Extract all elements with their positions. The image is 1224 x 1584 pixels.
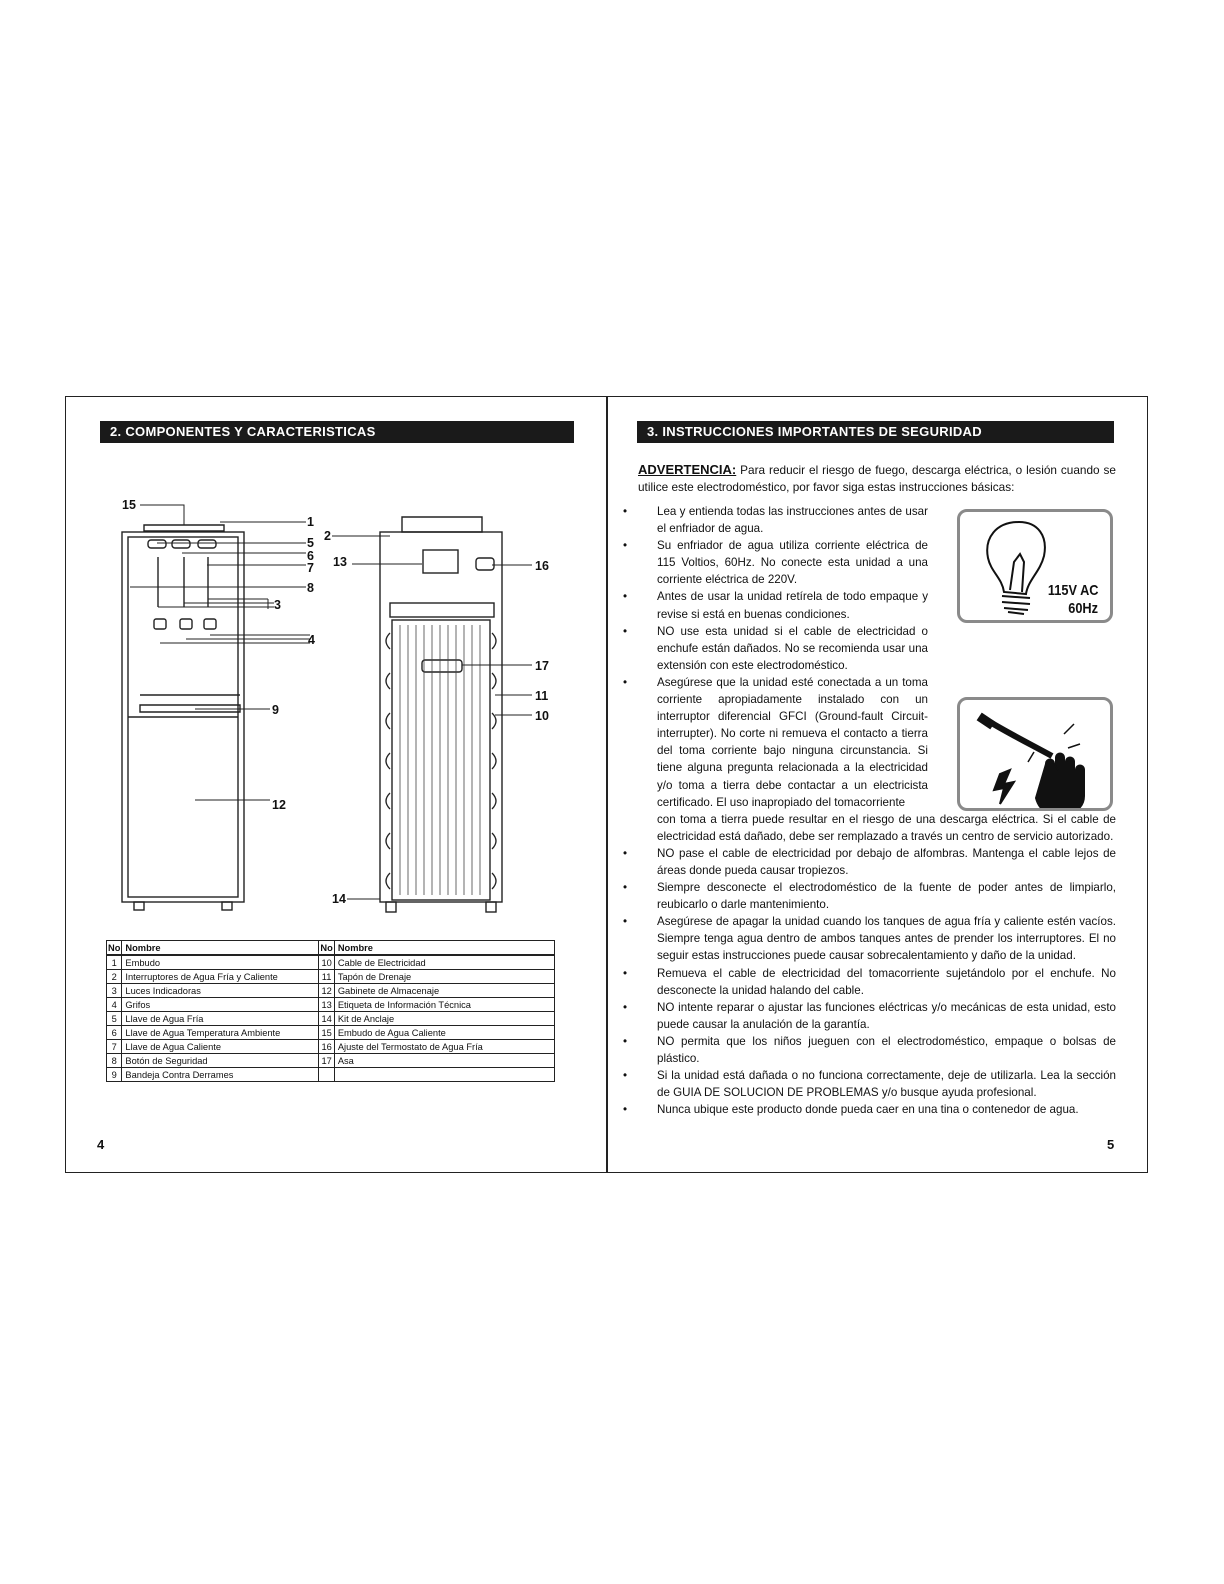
list-item: • Antes de usar la unidad retírela de todo empaque y revise si está en buenas condiciones. [620,588,928,622]
row-name: Botón de Seguridad [122,1054,319,1068]
row-no: 8 [107,1054,122,1068]
section-header-components: 2. COMPONENTES Y CARACTERISTICAS [100,421,574,443]
list-item: • Asegúrese de apagar la unidad cuando los tanques de agua fría y caliente estén vacíos. Siempre tenga agua dentro de ambos tanques antes de prender los interruptores. El no seguir estas instrucciones puede causar sobrecalentamiento y daño de la unidad. [620,913,1116,964]
row-no: 6 [107,1026,122,1040]
table-row [107,998,555,1012]
front-funnel [144,525,224,531]
diagram-label-14: 14 [332,892,346,906]
row-no: 14 [319,1012,334,1026]
table-row [107,955,555,970]
list-item: • NO pase el cable de electricidad por debajo de alfombras. Mantenga el cable lejos de áreas donde pueda causar tropiezos. [620,845,1116,879]
list-item [620,674,1116,845]
table-row [107,1054,555,1068]
diagram-label-4: 4 [308,633,315,647]
row-name: Asa [334,1054,554,1068]
row-name: Bandeja Contra Derrames [122,1068,319,1082]
diagram-label-17: 17 [535,659,549,673]
list-item-text: • Asegúrese que la unidad esté conectada a un toma corriente apropiadamente instalado con un interruptor diferencial GFCI (Ground-fault Circuit-interrupter). No corte ni remueva el contacto a tierra del toma corriente bajo ninguna circunstancia. Si tiene alguna pregunta relacionada a la electricidad y/o toma a tierra debe contactar a un electricista certificado. El uso inapropiado del tomacorriente [657,675,928,809]
row-name: Llave de Agua Caliente [122,1040,319,1054]
row-no: 9 [107,1068,122,1082]
back-funnel [402,517,482,532]
list-item: • Su enfriador de agua utiliza corriente eléctrica de 115 Voltios, 60Hz. No conecte esta unidad a una corriente eléctrica de 220V. [620,537,928,588]
row-no: 16 [319,1040,334,1054]
col-name: Nombre [122,941,319,956]
table-row [107,1040,555,1054]
row-name: Embudo de Agua Caliente [334,1026,554,1040]
table-row [107,1068,555,1082]
diagram-label-3: 3 [274,598,281,612]
voltage-label: 115V AC [1047,582,1098,599]
row-name: Tapón de Drenaje [334,970,554,984]
row-name [334,1068,554,1082]
table-row [107,1012,555,1026]
diagram-label-2: 2 [324,529,331,543]
row-name: Ajuste del Termostato de Agua Fría [334,1040,554,1054]
row-no: 1 [107,955,122,970]
row-name: Grifos [122,998,319,1012]
list-item: • Siempre desconecte el electrodoméstico de la fuente de poder antes de limpiarlo, reubicarlo o darle mantenimiento. [620,879,1116,913]
safety-instructions-list [620,503,1116,1118]
list-item: • NO intente reparar o ajustar las funciones eléctricas y/o mecánicas de esta unidad, esto puede causar la anulación de la garantía. [620,999,1116,1033]
section-header-safety: 3. INSTRUCCIONES IMPORTANTES DE SEGURIDAD [637,421,1114,443]
col-no: No [107,941,122,956]
frequency-label: 60Hz [1068,600,1098,617]
diagram-label-12: 12 [272,798,286,812]
warning-text: Para reducir el riesgo de fuego, descarga eléctrica, o lesión cuando se utilice este electrodoméstico, por favor siga estas instrucciones básicas: [638,463,1116,494]
row-name: Etiqueta de Información Técnica [334,998,554,1012]
diagram-label-7: 7 [307,561,314,575]
row-no: 5 [107,1012,122,1026]
table-row [107,1026,555,1040]
diagram-label-6: 6 [307,549,314,563]
row-no [319,1068,334,1082]
row-no: 12 [319,984,334,998]
warning-label: ADVERTENCIA: [638,462,737,477]
diagram-label-13: 13 [333,555,347,569]
list-item: • Si la unidad está dañada o no funciona correctamente, deje de utilizarla. Lea la sección de GUIA DE SOLUCION DE PROBLEMAS y/o busque ayuda profesional. [620,1067,1116,1101]
diagram-label-9: 9 [272,703,279,717]
list-item: • NO use esta unidad si el cable de electricidad o enchufe están dañados. No se recomienda usar una extensión con este electrodoméstico. [620,623,928,674]
back-view-body [380,532,502,902]
row-name: Gabinete de Almacenaje [334,984,554,998]
list-item: • NO permita que los niños jueguen con el electrodoméstico, empaque o bolsas de plástico. [620,1033,1116,1067]
diagram-label-10: 10 [535,709,549,723]
row-no: 13 [319,998,334,1012]
row-no: 3 [107,984,122,998]
row-name: Llave de Agua Temperatura Ambiente [122,1026,319,1040]
row-no: 15 [319,1026,334,1040]
components-table [106,940,555,1082]
page-divider [606,396,608,1173]
page-number-right: 5 [1107,1137,1115,1152]
row-name: Embudo [122,955,319,970]
row-no: 11 [319,970,334,984]
row-no: 2 [107,970,122,984]
row-no: 10 [319,955,334,970]
list-item: • Nunca ubique este producto donde pueda caer en una tina o contenedor de agua. [620,1101,1116,1118]
col-no: No [319,941,334,956]
diagram-label-11: 11 [535,689,549,703]
row-name: Luces Indicadoras [122,984,319,998]
row-no: 4 [107,998,122,1012]
row-no: 7 [107,1040,122,1054]
row-name: Cable de Electricidad [334,955,554,970]
diagram-label-8: 8 [307,581,314,595]
water-dispenser-diagram [100,495,570,935]
list-item: • Remueva el cable de electricidad del tomacorriente sujetándolo por el enchufe. No desconecte la unidad halando del cable. [620,965,1116,999]
warning-paragraph [638,461,1116,496]
table-row [107,984,555,998]
diagram-label-15: 15 [122,498,136,512]
diagram-label-5: 5 [307,536,314,550]
diagram-label-1: 1 [307,515,314,529]
row-no: 17 [319,1054,334,1068]
diagram-label-16: 16 [535,559,549,573]
table-row [107,970,555,984]
row-name: Llave de Agua Fría [122,1012,319,1026]
page-number-left: 4 [97,1137,105,1152]
list-item-text: con toma a tierra puede resultar en el riesgo de una descarga eléctrica. Si el cable de electricidad está dañado, debe ser remplazado a través un centro de servicio autorizado. [657,812,1116,843]
row-name: Kit de Anclaje [334,1012,554,1026]
row-name: Interruptores de Agua Fría y Caliente [122,970,319,984]
col-name: Nombre [334,941,554,956]
list-item: • Lea y entienda todas las instrucciones antes de usar el enfriador de agua. [620,503,928,537]
